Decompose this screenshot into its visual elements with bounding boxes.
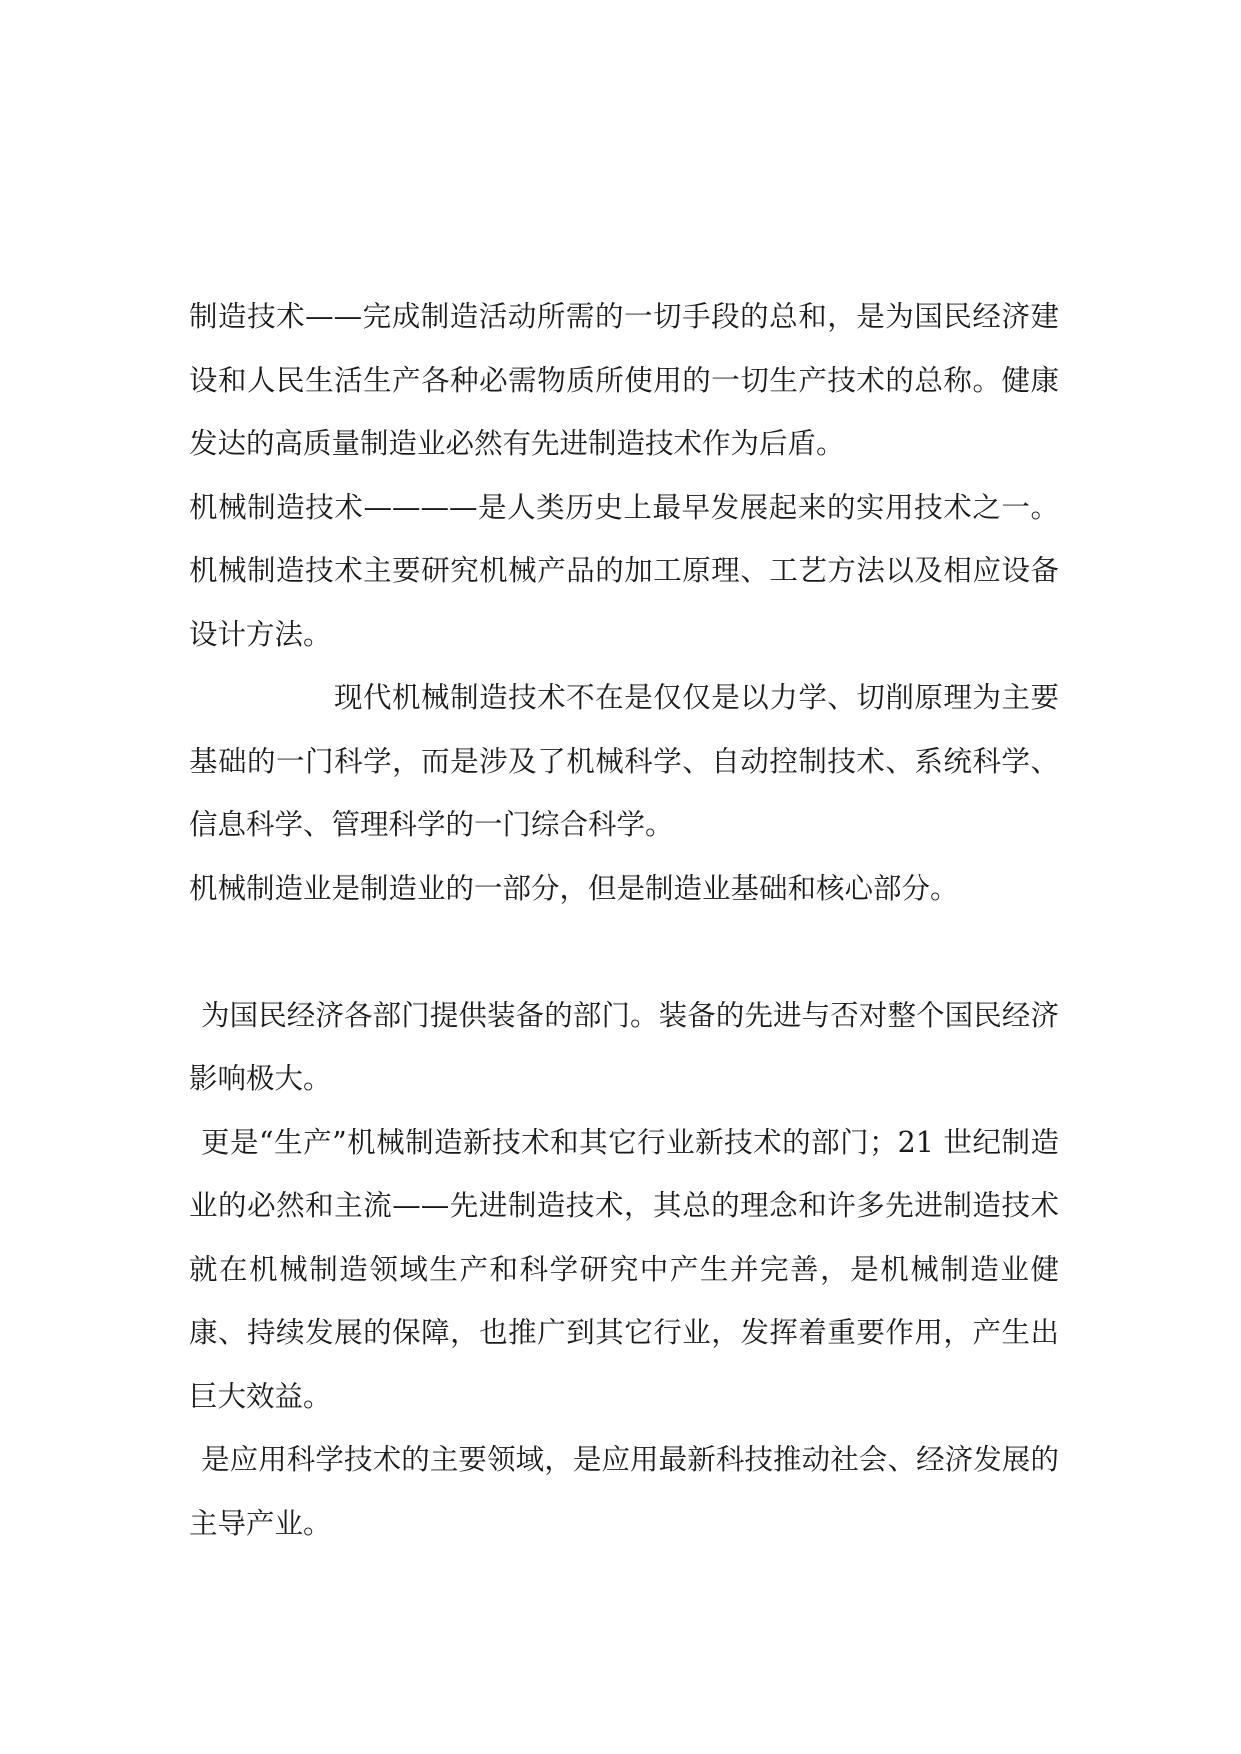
- paragraph-equipment-department: 为国民经济各部门提供装备的部门。装备的先进与否对整个国民经济影响极大。: [189, 998, 1059, 1095]
- paragraph-new-technology-department: 更是“生产”机械制造新技术和其它行业新技术的部门；21 世纪制造业的必然和主流——先进制造技术，其总的理念和许多先进制造技术就在机械制造领域生产和科学研究中产生并完善，是机械制造业健康、持续发展的保障，也推广到其它行业，发挥着重要作用，产生出巨大效益。: [189, 1125, 1059, 1413]
- document-body: [189, 285, 1059, 1555]
- paragraph-applied-science-field: 是应用科学技术的主要领域，是应用最新科技推动社会、经济发展的主导产业。: [189, 1443, 1059, 1540]
- paragraph-manufacturing-technology: 制造技术——完成制造活动所需的一切手段的总和，是为国民经济建设和人民生活生产各种必需物质所使用的一切生产技术的总称。健康发达的高质量制造业必然有先进制造技术作为后盾。: [189, 300, 1059, 460]
- paragraph-mechanical-manufacturing-technology: 机械制造技术————是人类历史上最早发展起来的实用技术之一。机械制造技术主要研究机械产品的加工原理、工艺方法以及相应设备设计方法。: [189, 490, 1059, 651]
- paragraph-modern-mechanical-manufacturing: 现代机械制造技术不在是仅仅是以力学、切削原理为主要基础的一门科学，而是涉及了机械科学、自动控制技术、系统科学、信息科学、管理科学的一门综合科学。: [189, 681, 1059, 841]
- paragraph-mechanical-manufacturing-industry: 机械制造业是制造业的一部分，但是制造业基础和核心部分。: [189, 871, 959, 905]
- paragraph-gap: [189, 920, 1059, 984]
